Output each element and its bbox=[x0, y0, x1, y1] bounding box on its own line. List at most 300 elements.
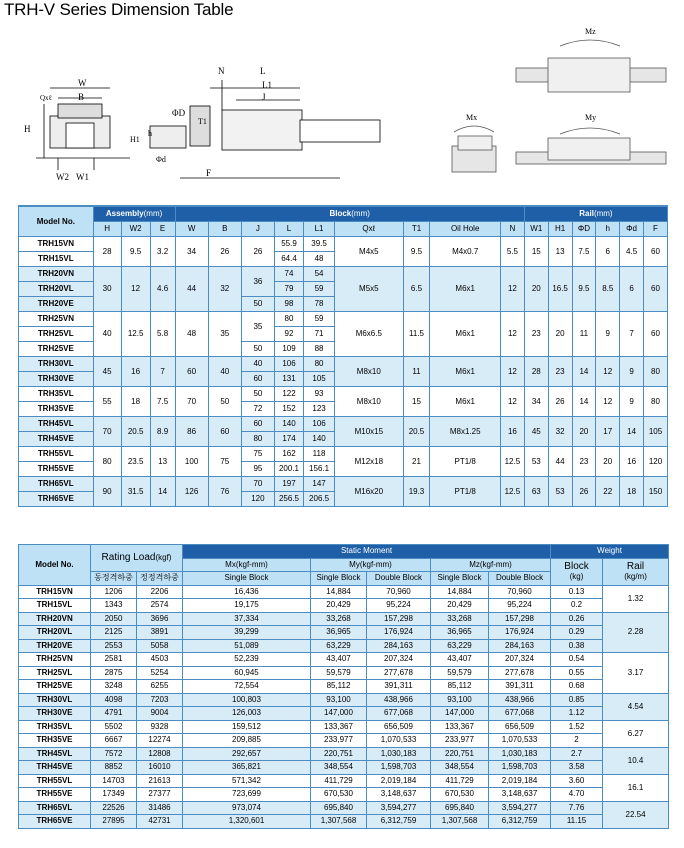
cell-b: 60 bbox=[208, 417, 241, 447]
cell-l: 106 bbox=[275, 357, 304, 372]
t2-rail-weight-header: Rail (kg/m) bbox=[603, 558, 669, 585]
cell-j: 36 bbox=[241, 267, 274, 297]
cell-l: 131 bbox=[275, 372, 304, 387]
cell-n: 16 bbox=[500, 417, 524, 447]
table-row bbox=[19, 734, 669, 748]
cell-my-double: 284,163 bbox=[367, 639, 431, 653]
cell-t1: 9.5 bbox=[403, 237, 430, 267]
table-row bbox=[19, 774, 669, 788]
cell-l: 64.4 bbox=[275, 252, 304, 267]
cell-block-weight: 2 bbox=[551, 734, 603, 748]
model-cell: TRH15VL bbox=[19, 599, 91, 613]
cell-mz-single: 233,977 bbox=[431, 734, 489, 748]
cell-mz-double: 391,311 bbox=[489, 680, 551, 694]
cell-b: 40 bbox=[208, 357, 241, 387]
moment-My-label: My bbox=[585, 113, 597, 122]
model-cell: TRH45VL bbox=[19, 417, 94, 432]
table-row bbox=[19, 267, 668, 282]
cell-h-small: 6 bbox=[596, 237, 620, 267]
cell-dynamic-load: 2581 bbox=[91, 653, 137, 667]
cell-h: 90 bbox=[93, 477, 121, 507]
cell-t1: 6.5 bbox=[403, 267, 430, 312]
table-row bbox=[19, 653, 669, 667]
t2-mz-double-header: Double Block bbox=[489, 572, 551, 586]
dim-L: L bbox=[260, 66, 266, 76]
cell-e: 14 bbox=[150, 477, 175, 507]
cell-w2: 9.5 bbox=[121, 237, 150, 267]
table-row bbox=[19, 447, 668, 462]
cell-l1: 140 bbox=[304, 432, 335, 447]
cell-dynamic-load: 14703 bbox=[91, 774, 137, 788]
model-cell: TRH15VN bbox=[19, 237, 94, 252]
table-row bbox=[19, 693, 669, 707]
cell-my-double: 1,030,183 bbox=[367, 747, 431, 761]
cell-rail-weight: 2.28 bbox=[603, 612, 669, 653]
table-row bbox=[19, 801, 669, 815]
cell-my-single: 348,554 bbox=[311, 761, 367, 775]
cell-l1: 54 bbox=[304, 267, 335, 282]
cell-mx: 19,175 bbox=[183, 599, 311, 613]
cell-e: 3.2 bbox=[150, 237, 175, 267]
cell-my-single: 20,429 bbox=[311, 599, 367, 613]
cell-w2: 20.5 bbox=[121, 417, 150, 447]
cell-mz-single: 20,429 bbox=[431, 599, 489, 613]
t1-column-header: J bbox=[241, 222, 274, 237]
cell-b: 35 bbox=[208, 312, 241, 357]
cell-dynamic-load: 2125 bbox=[91, 626, 137, 640]
cell-l: 152 bbox=[275, 402, 304, 417]
cell-rail-weight: 3.17 bbox=[603, 653, 669, 694]
cell-dynamic-load: 1343 bbox=[91, 599, 137, 613]
model-cell: TRH20VN bbox=[19, 612, 91, 626]
t1-column-header: F bbox=[644, 222, 668, 237]
cell-mz-double: 656,509 bbox=[489, 720, 551, 734]
cell-static-load: 21613 bbox=[137, 774, 183, 788]
cell-static-load: 6255 bbox=[137, 680, 183, 694]
cell-my-single: 133,367 bbox=[311, 720, 367, 734]
cell-h-small: 12 bbox=[596, 387, 620, 417]
cell-my-double: 3,148,637 bbox=[367, 788, 431, 802]
cell-my-double: 1,598,703 bbox=[367, 761, 431, 775]
cell-l1: 78 bbox=[304, 297, 335, 312]
cell-my-single: 93,100 bbox=[311, 693, 367, 707]
cell-my-single: 220,751 bbox=[311, 747, 367, 761]
cell-mz-single: 411,729 bbox=[431, 774, 489, 788]
cell-t1: 20.5 bbox=[403, 417, 430, 447]
cell-mz-double: 277,678 bbox=[489, 666, 551, 680]
cell-l: 92 bbox=[275, 327, 304, 342]
cell-t1: 11.5 bbox=[403, 312, 430, 357]
dim-J: J bbox=[262, 92, 266, 102]
table-row bbox=[19, 639, 669, 653]
my-moment-drawing bbox=[516, 128, 666, 164]
cell-my-single: 411,729 bbox=[311, 774, 367, 788]
dim-F: F bbox=[206, 168, 212, 178]
model-cell: TRH55VL bbox=[19, 774, 91, 788]
cell-rail-weight: 16.1 bbox=[603, 774, 669, 801]
cell-w: 86 bbox=[175, 417, 208, 447]
t2-block-weight-header: Block (kg) bbox=[551, 558, 603, 585]
cell-block-weight: 0.54 bbox=[551, 653, 603, 667]
cell-dynamic-load: 3248 bbox=[91, 680, 137, 694]
cell-dynamic-load: 7572 bbox=[91, 747, 137, 761]
cell-n: 12.5 bbox=[500, 477, 524, 507]
cell-l1: 156.1 bbox=[304, 462, 335, 477]
dim-T1: T1 bbox=[198, 117, 207, 126]
table-row bbox=[19, 747, 669, 761]
cell-mx: 72,554 bbox=[183, 680, 311, 694]
dim-N: N bbox=[218, 66, 225, 76]
cell-mz-double: 1,598,703 bbox=[489, 761, 551, 775]
t1-column-header: B bbox=[208, 222, 241, 237]
t1-column-header: W2 bbox=[121, 222, 150, 237]
table-row bbox=[19, 666, 669, 680]
t2-model-header: Model No. bbox=[19, 545, 91, 586]
cell-block-weight: 7.76 bbox=[551, 801, 603, 815]
cell-n: 12 bbox=[500, 387, 524, 417]
cell-h1: 53 bbox=[548, 477, 572, 507]
table-row bbox=[19, 626, 669, 640]
cell-mz-double: 3,594,277 bbox=[489, 801, 551, 815]
cell-e: 5.8 bbox=[150, 312, 175, 357]
model-cell: TRH45VL bbox=[19, 747, 91, 761]
dim-H1: H1 bbox=[130, 135, 140, 144]
t2-my-single-header: Single Block bbox=[311, 572, 367, 586]
cell-block-weight: 1.12 bbox=[551, 707, 603, 721]
dim-h: h bbox=[148, 129, 152, 138]
table-row bbox=[19, 585, 669, 599]
cell-dynamic-load: 8852 bbox=[91, 761, 137, 775]
cell-l: 140 bbox=[275, 417, 304, 432]
cell-w1: 63 bbox=[524, 477, 548, 507]
cell-block-weight: 1.52 bbox=[551, 720, 603, 734]
cell-static-load: 5254 bbox=[137, 666, 183, 680]
cell-mz-double: 1,030,183 bbox=[489, 747, 551, 761]
cell-w: 126 bbox=[175, 477, 208, 507]
cell-w1: 45 bbox=[524, 417, 548, 447]
cell-j: 120 bbox=[241, 492, 274, 507]
cell-l: 74 bbox=[275, 267, 304, 282]
cell-f: 80 bbox=[644, 387, 668, 417]
cell-block-weight: 0.26 bbox=[551, 612, 603, 626]
table-row bbox=[19, 707, 669, 721]
cell-w2: 16 bbox=[121, 357, 150, 387]
table-row bbox=[19, 788, 669, 802]
cell-l: 109 bbox=[275, 342, 304, 357]
cell-l1: 206.5 bbox=[304, 492, 335, 507]
cell-mz-single: 33,268 bbox=[431, 612, 489, 626]
t1-model-header: Model No. bbox=[19, 207, 94, 237]
t1-column-header: E bbox=[150, 222, 175, 237]
cell-j: 70 bbox=[241, 477, 274, 492]
cell-l1: 147 bbox=[304, 477, 335, 492]
cell-h-small: 20 bbox=[596, 447, 620, 477]
cell-my-single: 59,579 bbox=[311, 666, 367, 680]
cell-l: 122 bbox=[275, 387, 304, 402]
model-cell: TRH25VN bbox=[19, 653, 91, 667]
cell-mz-single: 85,112 bbox=[431, 680, 489, 694]
mz-moment-drawing bbox=[516, 40, 666, 92]
t1-column-header: T1 bbox=[403, 222, 430, 237]
cell-my-single: 63,229 bbox=[311, 639, 367, 653]
cell-static-load: 12808 bbox=[137, 747, 183, 761]
cell-h: 28 bbox=[93, 237, 121, 267]
cell-block-weight: 0.68 bbox=[551, 680, 603, 694]
cell-b: 26 bbox=[208, 237, 241, 267]
cell-qxl: M8x10 bbox=[335, 357, 403, 387]
t1-column-header: Φd bbox=[620, 222, 644, 237]
cell-phi-d-small: 14 bbox=[620, 417, 644, 447]
t1-column-header: W bbox=[175, 222, 208, 237]
cell-static-load: 31486 bbox=[137, 801, 183, 815]
cell-mz-double: 157,298 bbox=[489, 612, 551, 626]
t2-dynamic-load-header: 동정격하중 bbox=[91, 572, 137, 586]
cell-h1: 26 bbox=[548, 387, 572, 417]
cell-l: 197 bbox=[275, 477, 304, 492]
cell-rail-weight: 1.32 bbox=[603, 585, 669, 612]
cell-oil-hole: M6x1 bbox=[430, 357, 500, 387]
cell-my-single: 233,977 bbox=[311, 734, 367, 748]
cell-dynamic-load: 2875 bbox=[91, 666, 137, 680]
model-cell: TRH20VL bbox=[19, 626, 91, 640]
cell-f: 60 bbox=[644, 267, 668, 312]
t1-column-header: Oil Hole bbox=[430, 222, 500, 237]
model-cell: TRH45VE bbox=[19, 432, 94, 447]
cell-j: 60 bbox=[241, 417, 274, 432]
dim-W1: W1 bbox=[76, 172, 89, 182]
model-cell: TRH30VE bbox=[19, 707, 91, 721]
cell-e: 4.6 bbox=[150, 267, 175, 312]
cell-phi-d-large: 26 bbox=[572, 477, 596, 507]
cell-f: 150 bbox=[644, 477, 668, 507]
cell-oil-hole: PT1/8 bbox=[430, 447, 500, 477]
cell-l1: 48 bbox=[304, 252, 335, 267]
dim-phid: Φd bbox=[156, 155, 166, 164]
cell-mx: 39,299 bbox=[183, 626, 311, 640]
cell-mz-double: 3,148,637 bbox=[489, 788, 551, 802]
cell-t1: 19.3 bbox=[403, 477, 430, 507]
cell-t1: 11 bbox=[403, 357, 430, 387]
cell-mz-single: 1,307,568 bbox=[431, 815, 489, 829]
cell-h: 70 bbox=[93, 417, 121, 447]
cell-rail-weight: 10.4 bbox=[603, 747, 669, 774]
cell-my-single: 33,268 bbox=[311, 612, 367, 626]
t1-column-header: L bbox=[275, 222, 304, 237]
cell-w2: 18 bbox=[121, 387, 150, 417]
model-cell: TRH35VE bbox=[19, 734, 91, 748]
cell-n: 5.5 bbox=[500, 237, 524, 267]
cell-static-load: 5058 bbox=[137, 639, 183, 653]
cell-mx: 1,320,601 bbox=[183, 815, 311, 829]
dimension-drawings bbox=[0, 28, 684, 198]
cell-phi-d-small: 7 bbox=[620, 312, 644, 357]
table-row bbox=[19, 312, 668, 327]
cell-h1: 32 bbox=[548, 417, 572, 447]
dim-B: B bbox=[78, 92, 85, 102]
cell-l1: 118 bbox=[304, 447, 335, 462]
model-cell: TRH45VE bbox=[19, 761, 91, 775]
cell-w1: 53 bbox=[524, 447, 548, 477]
cell-my-double: 95,224 bbox=[367, 599, 431, 613]
t2-my-double-header: Double Block bbox=[367, 572, 431, 586]
cell-n: 12 bbox=[500, 267, 524, 312]
cell-h1: 13 bbox=[548, 237, 572, 267]
cell-b: 50 bbox=[208, 387, 241, 417]
cell-qxl: M8x10 bbox=[335, 387, 403, 417]
cell-dynamic-load: 2553 bbox=[91, 639, 137, 653]
cell-j: 50 bbox=[241, 387, 274, 402]
cell-mz-single: 43,407 bbox=[431, 653, 489, 667]
t2-static-moment-header: Static Moment bbox=[183, 545, 551, 559]
cell-n: 12.5 bbox=[500, 447, 524, 477]
model-cell: TRH25VE bbox=[19, 342, 94, 357]
cell-j: 60 bbox=[241, 372, 274, 387]
cell-static-load: 16010 bbox=[137, 761, 183, 775]
cell-qxl: M16x20 bbox=[335, 477, 403, 507]
dim-QxL: Qxℓ bbox=[40, 94, 52, 102]
cell-qxl: M4x5 bbox=[335, 237, 403, 267]
cell-my-single: 43,407 bbox=[311, 653, 367, 667]
cell-mz-single: 59,579 bbox=[431, 666, 489, 680]
t2-static-load-header: 정정격하중 bbox=[137, 572, 183, 586]
cell-mz-single: 93,100 bbox=[431, 693, 489, 707]
cell-mz-double: 677,068 bbox=[489, 707, 551, 721]
cell-e: 7.5 bbox=[150, 387, 175, 417]
model-cell: TRH15VN bbox=[19, 585, 91, 599]
cell-j: 26 bbox=[241, 237, 274, 267]
cell-l1: 80 bbox=[304, 357, 335, 372]
cell-w1: 23 bbox=[524, 312, 548, 357]
cell-e: 8.9 bbox=[150, 417, 175, 447]
cell-my-double: 176,924 bbox=[367, 626, 431, 640]
table-row bbox=[19, 417, 668, 432]
cell-f: 60 bbox=[644, 237, 668, 267]
cell-mz-single: 36,965 bbox=[431, 626, 489, 640]
cell-dynamic-load: 6667 bbox=[91, 734, 137, 748]
t1-assembly-header: Assembly(mm) bbox=[93, 207, 175, 222]
cell-phi-d-large: 7.5 bbox=[572, 237, 596, 267]
cell-w2: 12 bbox=[121, 267, 150, 312]
table-row bbox=[19, 720, 669, 734]
table-row bbox=[19, 815, 669, 829]
cell-block-weight: 0.13 bbox=[551, 585, 603, 599]
t2-mx-header: Mx(kgf-mm) bbox=[183, 558, 311, 572]
cell-dynamic-load: 1206 bbox=[91, 585, 137, 599]
t1-column-header: L1 bbox=[304, 222, 335, 237]
cell-static-load: 2574 bbox=[137, 599, 183, 613]
dim-H: H bbox=[24, 124, 31, 134]
cell-mz-single: 670,530 bbox=[431, 788, 489, 802]
t1-rail-header: Rail(mm) bbox=[524, 207, 667, 222]
cell-oil-hole: M8x1.25 bbox=[430, 417, 500, 447]
rating-load-table bbox=[18, 544, 669, 829]
cell-l1: 59 bbox=[304, 312, 335, 327]
page-title: TRH-V Series Dimension Table bbox=[4, 0, 234, 19]
cell-mx: 292,657 bbox=[183, 747, 311, 761]
cell-h: 80 bbox=[93, 447, 121, 477]
cell-my-double: 2,019,184 bbox=[367, 774, 431, 788]
cell-mx: 159,512 bbox=[183, 720, 311, 734]
cell-h1: 16.5 bbox=[548, 267, 572, 312]
cell-qxl: M10x15 bbox=[335, 417, 403, 447]
cell-b: 32 bbox=[208, 267, 241, 312]
dim-W2: W2 bbox=[56, 172, 69, 182]
cell-my-double: 157,298 bbox=[367, 612, 431, 626]
cell-l: 174 bbox=[275, 432, 304, 447]
cell-static-load: 7203 bbox=[137, 693, 183, 707]
model-cell: TRH15VL bbox=[19, 252, 94, 267]
model-cell: TRH35VL bbox=[19, 387, 94, 402]
mx-moment-drawing bbox=[452, 126, 496, 172]
cell-mx: 16,436 bbox=[183, 585, 311, 599]
cell-h: 45 bbox=[93, 357, 121, 387]
cell-my-single: 695,840 bbox=[311, 801, 367, 815]
cell-dynamic-load: 4098 bbox=[91, 693, 137, 707]
cell-l: 162 bbox=[275, 447, 304, 462]
model-cell: TRH25VL bbox=[19, 666, 91, 680]
model-cell: TRH20VE bbox=[19, 297, 94, 312]
cell-f: 105 bbox=[644, 417, 668, 447]
cell-rail-weight: 4.54 bbox=[603, 693, 669, 720]
cell-n: 12 bbox=[500, 357, 524, 387]
cell-my-single: 670,530 bbox=[311, 788, 367, 802]
cell-oil-hole: M6x1 bbox=[430, 387, 500, 417]
cell-mx: 209,885 bbox=[183, 734, 311, 748]
cell-my-double: 656,509 bbox=[367, 720, 431, 734]
cell-f: 60 bbox=[644, 312, 668, 357]
cell-oil-hole: PT1/8 bbox=[430, 477, 500, 507]
cell-h-small: 17 bbox=[596, 417, 620, 447]
cell-h: 55 bbox=[93, 387, 121, 417]
cell-w: 70 bbox=[175, 387, 208, 417]
cell-j: 40 bbox=[241, 357, 274, 372]
cell-t1: 21 bbox=[403, 447, 430, 477]
cell-static-load: 2206 bbox=[137, 585, 183, 599]
cell-l1: 39.5 bbox=[304, 237, 335, 252]
cell-oil-hole: M4x0.7 bbox=[430, 237, 500, 267]
cell-mz-double: 1,070,533 bbox=[489, 734, 551, 748]
cell-w: 100 bbox=[175, 447, 208, 477]
t1-column-header: N bbox=[500, 222, 524, 237]
cell-my-double: 438,966 bbox=[367, 693, 431, 707]
cell-l1: 59 bbox=[304, 282, 335, 297]
dim-L1: L1 bbox=[262, 80, 272, 90]
cell-static-load: 27377 bbox=[137, 788, 183, 802]
model-cell: TRH65VE bbox=[19, 815, 91, 829]
cell-h1: 44 bbox=[548, 447, 572, 477]
cell-w1: 20 bbox=[524, 267, 548, 312]
cell-w2: 31.5 bbox=[121, 477, 150, 507]
t2-mz-single-header: Single Block bbox=[431, 572, 489, 586]
cell-l1: 88 bbox=[304, 342, 335, 357]
cell-mz-double: 176,924 bbox=[489, 626, 551, 640]
cell-phi-d-small: 18 bbox=[620, 477, 644, 507]
cell-mx: 365,821 bbox=[183, 761, 311, 775]
cell-static-load: 42731 bbox=[137, 815, 183, 829]
model-cell: TRH55VE bbox=[19, 788, 91, 802]
model-cell: TRH65VL bbox=[19, 477, 94, 492]
table-row bbox=[19, 680, 669, 694]
cell-e: 13 bbox=[150, 447, 175, 477]
cell-l: 200.1 bbox=[275, 462, 304, 477]
cell-my-double: 277,678 bbox=[367, 666, 431, 680]
cell-my-single: 14,884 bbox=[311, 585, 367, 599]
cell-f: 120 bbox=[644, 447, 668, 477]
cell-phi-d-large: 20 bbox=[572, 417, 596, 447]
cell-rail-weight: 22.54 bbox=[603, 801, 669, 828]
cell-b: 76 bbox=[208, 477, 241, 507]
cell-e: 7 bbox=[150, 357, 175, 387]
